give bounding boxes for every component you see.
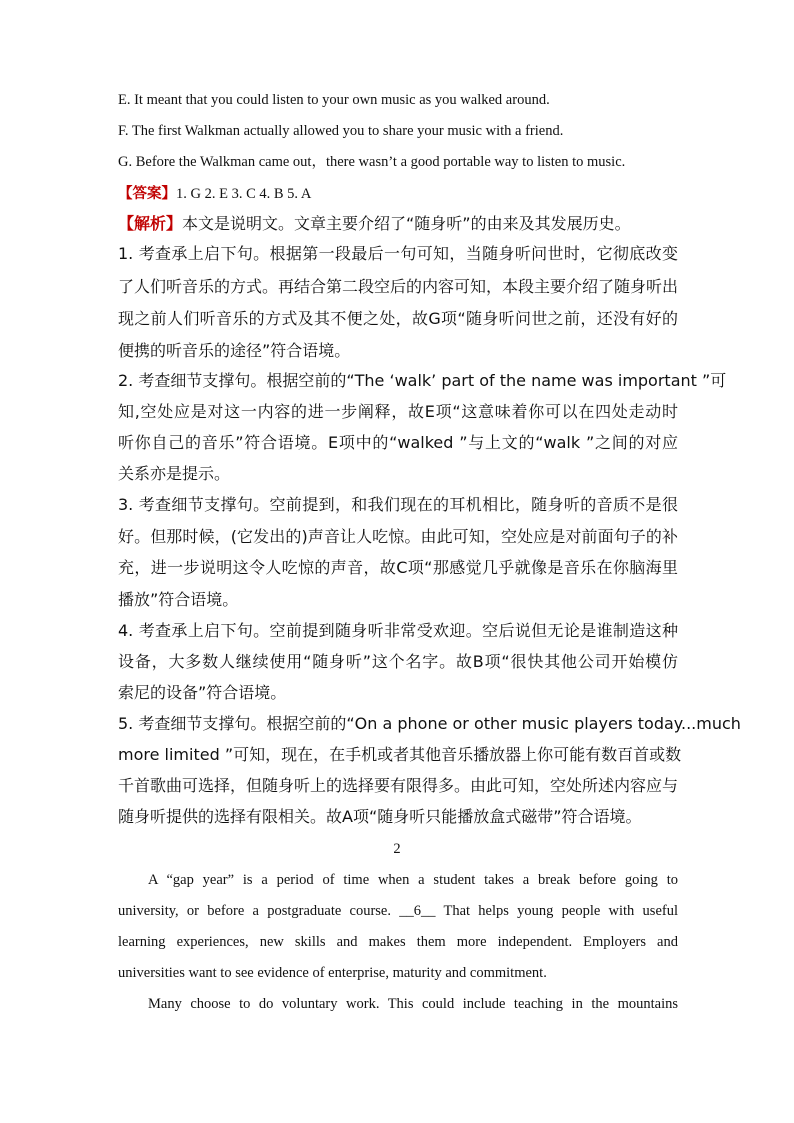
analysis-line: more limited ”可知，现在，在手机或者其他音乐播放器上你可能有数百首或数 <box>118 745 682 764</box>
passage-line: Many choose to do voluntary work. This could include teaching in the mountains <box>148 996 678 1012</box>
analysis-line: 充，进一步说明这令人吃惊的声音，故C项“那感觉几乎就像是音乐在你脑海里 <box>118 558 678 577</box>
analysis-line: 听你自己的音乐”符合语境。E项中的“walked ”与上文的“walk ”之间的对应 <box>118 433 678 452</box>
analysis-line: 5. 考查细节支撑句。根据空前的“On a phone or other music players today...much <box>118 714 741 733</box>
answer-line <box>118 183 678 205</box>
analysis-line: 播放”符合语境。 <box>118 590 239 609</box>
analysis-line: 3. 考查细节支撑句。空前提到，和我们现在的耳机相比，随身听的音质不是很 <box>118 495 678 514</box>
analysis-intro: 本文是说明文。文章主要介绍了“随身听”的由来及其发展历史。 <box>182 214 631 233</box>
passage-line: learning experiences, new skills and makes them more independent. Employers and <box>118 934 678 950</box>
option-g: G. Before the Walkman came out，there wasn’t a good portable way to listen to music. <box>118 154 626 170</box>
passage-line: A “gap year” is a period of time when a student takes a break before going to <box>148 872 678 888</box>
answer-label: 【答案】 <box>118 186 176 202</box>
analysis-line: 随身听提供的选择有限相关。故A项“随身听只能播放盒式磁带”符合语境。 <box>118 807 642 826</box>
analysis-line: 2. 考查细节支撑句。根据空前的“The ‘walk’ part of the name was important ”可 <box>118 371 727 390</box>
analysis-line: 好。但那时候，(它发出的)声音让人吃惊。由此可知，空处应是对前面句子的补 <box>118 527 678 546</box>
analysis-line: 了人们听音乐的方式。再结合第二段空后的内容可知，本段主要介绍了随身听出 <box>118 277 679 296</box>
analysis-line: 4. 考查承上启下句。空前提到随身听非常受欢迎。空后说但无论是谁制造这种 <box>118 621 678 640</box>
analysis-line: 便携的听音乐的途径”符合语境。 <box>118 341 351 360</box>
analysis-line: 现之前人们听音乐的方式及其不便之处，故G项“随身听问世之前，还没有好的 <box>118 309 678 328</box>
passage-line: university, or before a postgraduate course. __6__ That helps young people with useful <box>118 903 678 919</box>
option-f: F. The first Walkman actually allowed you to share your music with a friend. <box>118 123 564 139</box>
analysis-line: 知,空处应是对这一内容的进一步阐释，故E项“这意味着你可以在四处走动时 <box>118 402 678 421</box>
analysis-intro-line <box>118 213 678 235</box>
section-number: 2 <box>393 841 401 857</box>
analysis-label: 【解析】 <box>118 214 183 233</box>
answer-text: 1. G 2. E 3. C 4. B 5. A <box>176 186 312 202</box>
analysis-line: 千首歌曲可选择，但随身听上的选择要有限得多。由此可知，空处所述内容应与 <box>118 776 679 795</box>
passage-line: universities want to see evidence of enterprise, maturity and commitment. <box>118 965 547 981</box>
analysis-line: 关系亦是提示。 <box>118 464 231 483</box>
analysis-line: 索尼的设备”符合语境。 <box>118 683 287 702</box>
option-e: E. It meant that you could listen to your own music as you walked around. <box>118 92 550 108</box>
analysis-line: 1. 考查承上启下句。根据第一段最后一句可知，当随身听问世时，它彻底改变 <box>118 244 678 263</box>
analysis-line: 设备，大多数人继续使用“随身听”这个名字。故B项“很快其他公司开始模仿 <box>118 652 678 671</box>
